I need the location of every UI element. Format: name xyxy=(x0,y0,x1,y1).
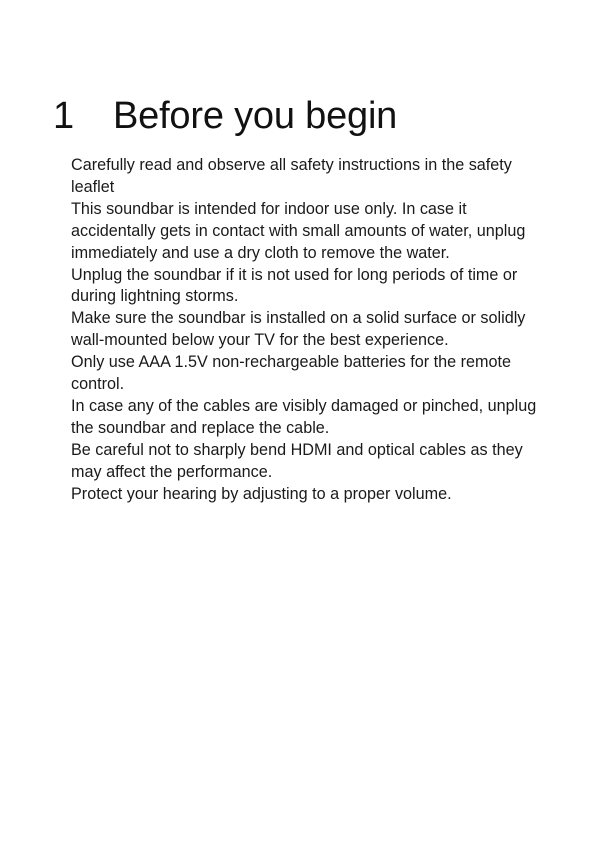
instruction-paragraph: Be careful not to sharply bend HDMI and optical cables as they may affect the performance. xyxy=(71,440,523,481)
instruction-paragraph: Carefully read and observe all safety instructions in the safety leaflet xyxy=(71,156,512,196)
instruction-paragraph: Make sure the soundbar is installed on a solid surface or solidly wall-mounted below your TV for the best experience. xyxy=(71,309,526,350)
safety-instructions xyxy=(71,155,551,506)
instruction-paragraph: Protect your hearing by adjusting to a proper volume. xyxy=(71,484,452,503)
section-number: 1 xyxy=(53,95,74,138)
instruction-paragraph: This soundbar is intended for indoor use only. In case it accidentally gets in contact with small amounts of water, unplug immediately and use a dry cloth to remove the water. xyxy=(71,199,526,262)
instruction-paragraph: Unplug the soundbar if it is not used for long periods of time or during lightning storms. xyxy=(71,265,518,306)
instruction-paragraph: Only use AAA 1.5V non-rechargeable batteries for the remote control. xyxy=(71,353,512,394)
section-title: Before you begin xyxy=(113,95,398,138)
section-heading xyxy=(53,95,397,143)
instruction-paragraph: In case any of the cables are visibly damaged or pinched, unplug the soundbar and replace the cable. xyxy=(71,396,537,437)
